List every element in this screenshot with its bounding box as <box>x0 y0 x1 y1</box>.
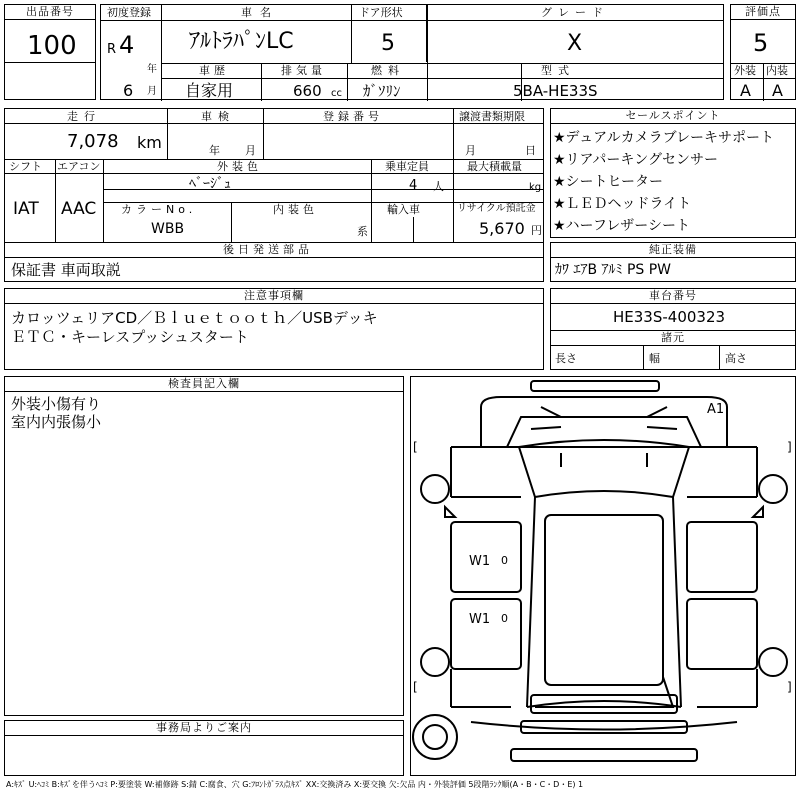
inspection-label: 車検 <box>201 110 235 123</box>
exterior-grade-label: 外装 <box>734 64 756 77</box>
lot-number-value: 100 <box>27 31 77 61</box>
vehicle-info-box <box>100 4 724 100</box>
sales-point-item: ★ＬＥＤヘッドライト <box>553 196 692 212</box>
length-label: 長さ <box>555 352 577 365</box>
office-box <box>4 720 404 776</box>
height-label: 高さ <box>725 352 747 365</box>
legend-text: A:ｷｽﾞ U:ﾍｺﾐ B:ｷｽﾞを伴うﾍｺﾐ P:要塗装 W:補修跡 S:錆 C:腐食、穴 G:ﾌﾛﾝﾄｶﾞﾗｽ点ｷｽﾞ XX:交換済み X:要交換 欠:欠品 内・外装評価 5段階ﾗﾝｸ順(A・B・C・D・E) 1 <box>6 780 584 789</box>
inspector-box <box>4 376 404 716</box>
recycle-fee-value: 5,670 <box>479 219 525 238</box>
equipment-box <box>550 242 796 282</box>
car-name-label: 車名 <box>241 6 279 19</box>
model-value: 5BA-HE33S <box>513 82 598 100</box>
max-load-unit: kg <box>529 182 542 193</box>
aircon-value: AAC <box>61 199 97 219</box>
year-unit: 年 <box>147 64 157 75</box>
exterior-grade-value: A <box>740 81 751 100</box>
score-box <box>730 4 796 100</box>
capacity-label: 乗車定員 <box>385 160 429 173</box>
specs-label: 諸元 <box>551 331 795 346</box>
max-load-label: 最大積載量 <box>467 160 522 173</box>
fuel-label: 燃料 <box>371 64 405 77</box>
notes-box <box>4 288 544 370</box>
damage-mark-a1: A1 <box>707 402 725 417</box>
aircon-label: エアコン <box>57 160 101 173</box>
office-label: 事務局よりご案内 <box>5 721 403 736</box>
chassis-box <box>550 288 796 370</box>
era-mark: R <box>107 42 117 57</box>
interior-color-label: 内装色 <box>273 203 318 216</box>
history-value: 自家用 <box>185 81 234 100</box>
grade-label: グレード <box>541 6 609 19</box>
registration-year: 4 <box>119 31 135 59</box>
import-label: 輸入車 <box>387 203 420 216</box>
damage-mark-w1-front: W1 <box>469 554 491 569</box>
later-shipping-label: 後日発送部品 <box>223 243 313 256</box>
interior-grade-value: A <box>772 81 783 100</box>
inspector-note: 室内内張傷小 <box>11 413 102 431</box>
equipment-label: 純正装備 <box>551 243 795 258</box>
bracket-rear-left: [ <box>413 680 418 694</box>
fuel-value: ｶﾞｿﾘﾝ <box>363 82 401 100</box>
displacement-value: 660 <box>293 82 322 100</box>
later-shipping-value: 保証書 車両取説 <box>11 261 121 279</box>
door-value: 5 <box>381 31 395 56</box>
damage-level-rear: 0 <box>501 612 508 625</box>
first-registration-label: 初度登録 <box>107 6 151 19</box>
sales-point-item: ★デュアルカメラブレーキサポート <box>553 130 775 146</box>
displacement-unit: cc <box>331 88 342 99</box>
car-name-value: ｱﾙﾄﾗﾊﾟﾝLC <box>189 29 294 54</box>
mileage-value: 7,078 <box>67 131 119 152</box>
inspector-note: 外装小傷有り <box>11 395 102 413</box>
capacity-value: 4 <box>409 178 418 193</box>
damage-level-front: 0 <box>501 554 508 567</box>
shift-value: IAT <box>13 199 39 219</box>
lot-number-label: 出品番号 <box>5 5 95 20</box>
chassis-number-value: HE33S-400323 <box>613 308 726 326</box>
displacement-label: 排気量 <box>281 64 326 77</box>
inspection-month-unit: 月 <box>245 144 256 157</box>
sales-points-label: セールスポイント <box>551 109 795 124</box>
history-label: 車歴 <box>199 64 229 77</box>
bracket-front-left: [ <box>413 440 418 454</box>
lot-number-box <box>4 4 96 100</box>
exterior-color-value: ﾍﾞｰｼﾞｭ <box>189 176 231 192</box>
equipment-value: ｶﾜ ｴｱB ｱﾙﾐ PS PW <box>555 262 672 278</box>
model-label: 型式 <box>541 64 575 77</box>
interior-grade-label: 内装 <box>766 64 788 77</box>
score-value: 5 <box>753 29 769 57</box>
inspector-label: 検査員記入欄 <box>5 377 403 392</box>
bracket-rear-right: ] <box>787 680 792 694</box>
transfer-month-unit: 月 <box>465 144 476 157</box>
registration-number-label: 登録番号 <box>323 110 383 123</box>
notes-line: カロッツェリアCD／Ｂｌｕｅｔｏｏｔｈ／USBデッキ <box>11 309 378 327</box>
sales-points-box <box>550 108 796 238</box>
damage-diagram <box>410 376 796 776</box>
bracket-front-right: ] <box>787 440 792 454</box>
recycle-fee-unit: 円 <box>531 224 542 237</box>
interior-color-unit: 系 <box>357 225 368 238</box>
damage-mark-w1-rear: W1 <box>469 612 491 627</box>
details-box <box>4 108 544 282</box>
grade-value: X <box>567 31 583 56</box>
notes-label: 注意事項欄 <box>5 289 543 304</box>
door-label: ドア形状 <box>359 6 403 19</box>
month-unit: 月 <box>147 86 157 97</box>
recycle-fee-label: リサイクル預託金 <box>457 203 536 214</box>
score-label: 評価点 <box>731 5 795 20</box>
notes-line: ＥＴＣ・キーレスプッシュスタート <box>11 328 249 346</box>
capacity-unit: 人 <box>433 180 444 193</box>
mileage-unit: km <box>137 133 162 152</box>
transfer-deadline-label: 譲渡書類期限 <box>459 110 525 123</box>
mileage-label: 走行 <box>67 110 101 123</box>
shift-label: シフト <box>9 160 42 173</box>
car-outline-drawing <box>411 377 796 776</box>
width-label: 幅 <box>649 352 660 365</box>
inspection-year-unit: 年 <box>209 144 220 157</box>
color-number-value: WBB <box>151 221 185 237</box>
transfer-day-unit: 日 <box>525 144 536 157</box>
sales-point-item: ★ハーフレザーシート <box>553 218 691 234</box>
sales-point-item: ★リアパーキングセンサー <box>553 152 719 168</box>
sales-point-item: ★シートヒーター <box>553 174 663 190</box>
color-number-label: カラーNo. <box>121 203 197 216</box>
registration-month: 6 <box>123 81 134 100</box>
chassis-number-label: 車台番号 <box>551 289 795 304</box>
exterior-color-label: 外装色 <box>217 160 262 173</box>
